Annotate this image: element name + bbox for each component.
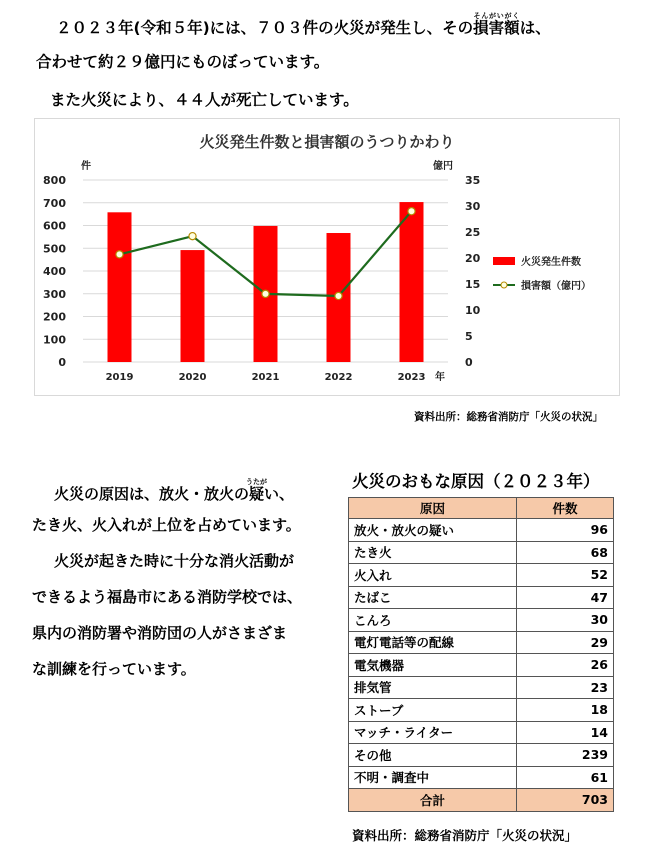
right-tick-label: 25: [465, 226, 481, 239]
cause-cell: 電気機器: [349, 654, 517, 677]
header-count: 件数: [517, 498, 614, 519]
cause-cell: その他: [349, 744, 517, 767]
table-row: [349, 699, 614, 722]
ruby-songaigaku: [473, 12, 520, 37]
chart-title: 火災発生件数と損害額のうつりかわり: [199, 133, 455, 151]
right-tick-label: 30: [465, 200, 481, 213]
header-cause: 原因: [349, 498, 517, 519]
table-row: [349, 766, 614, 789]
x-tick-label: 2019: [105, 372, 134, 383]
count-cell: 96: [517, 519, 614, 542]
causes-table: [348, 497, 614, 812]
ruby-reading: うたが: [246, 478, 268, 486]
right-tick-label: 35: [465, 174, 481, 187]
x-tick-label: 2020: [178, 372, 207, 383]
left-tick-label: 800: [43, 174, 66, 187]
table-row: [349, 541, 614, 564]
right-tick-label: 5: [465, 330, 473, 343]
table-source: 資料出所：総務省消防庁「火災の状況」: [352, 828, 578, 843]
x-tick-label: 2023: [397, 372, 426, 383]
right-axis-label: 億円: [433, 161, 453, 172]
line-point: [189, 233, 196, 240]
cause-cell: ストーブ: [349, 699, 517, 722]
left-tick-label: 500: [43, 242, 66, 256]
x-tick-label: 2021: [251, 372, 280, 383]
causes-line-1-tail: い、: [264, 485, 295, 503]
intro-line-1: [56, 12, 551, 38]
count-cell: 239: [517, 744, 614, 767]
bar-fire-count: [181, 250, 205, 362]
intro-line-1-text: ２０２３年(令和５年)には、７０３件の火災が発生し、その: [56, 19, 474, 37]
cause-cell: たき火: [349, 541, 517, 564]
left-tick-label: 400: [43, 265, 66, 278]
bar-fire-count: [108, 212, 132, 362]
x-tick-label: 2022: [324, 372, 353, 383]
left-tick-label: 0: [58, 356, 66, 369]
left-tick-label: 600: [43, 219, 66, 233]
total-row: [349, 789, 614, 812]
ruby-utagai: [246, 478, 268, 503]
count-cell: 68: [517, 541, 614, 564]
cause-cell: マッチ・ライター: [349, 721, 517, 744]
table-body: [349, 519, 614, 812]
line-point: [335, 292, 342, 299]
fire-chart: [34, 118, 620, 396]
x-axis-unit: 年: [435, 372, 445, 383]
table-row: [349, 564, 614, 587]
causes-line-1: [54, 478, 294, 504]
table-row: [349, 676, 614, 699]
causes-line-6: な訓練を行っています。: [32, 660, 196, 678]
line-point: [116, 251, 123, 258]
table-row: [349, 609, 614, 632]
intro-line-2: 合わせて約２９億円にものぼっています。: [36, 53, 330, 71]
left-tick-label: 700: [43, 196, 66, 210]
legend-line-label: 損害額（億円）: [521, 281, 591, 292]
legend-line-marker: [501, 282, 507, 288]
cause-cell: 放火・放火の疑い: [349, 519, 517, 542]
count-cell: 14: [517, 721, 614, 744]
causes-line-5: 県内の消防署や消防団の人がさまざま: [32, 624, 288, 642]
count-cell: 52: [517, 564, 614, 587]
ruby-base: 損害額: [473, 19, 520, 37]
line-point: [262, 290, 269, 297]
table-row: [349, 586, 614, 609]
right-tick-label: 0: [465, 356, 473, 369]
legend-bar-label: 火災発生件数: [521, 257, 581, 268]
cause-cell: 不明・調査中: [349, 766, 517, 789]
table-row: [349, 721, 614, 744]
causes-line-2: たき火、火入れが上位を占めています。: [32, 516, 301, 534]
count-cell: 23: [517, 676, 614, 699]
chart-source: 資料出所：総務省消防庁「火災の状況」: [414, 411, 603, 423]
cause-cell: 排気管: [349, 676, 517, 699]
cause-cell: たばこ: [349, 586, 517, 609]
left-tick-label: 300: [43, 287, 66, 301]
chart-svg: [35, 119, 619, 395]
ruby-base: 疑: [246, 485, 268, 503]
count-cell: 26: [517, 654, 614, 677]
causes-line-1-text: 火災の原因は、放火・放火の: [54, 485, 250, 503]
table-row: [349, 744, 614, 767]
left-tick-label: 200: [43, 310, 66, 324]
table-row: [349, 631, 614, 654]
line-point: [408, 208, 415, 215]
intro-line-3: また火災により、４４人が死亡しています。: [50, 91, 359, 109]
right-tick-label: 15: [465, 278, 481, 291]
total-label: 合計: [349, 789, 517, 812]
cause-cell: 電灯電話等の配線: [349, 631, 517, 654]
right-tick-label: 20: [465, 252, 481, 265]
legend-bar-swatch: [493, 257, 515, 265]
count-cell: 29: [517, 631, 614, 654]
cause-cell: 火入れ: [349, 564, 517, 587]
left-axis-label: 件: [81, 161, 91, 172]
table-row: [349, 654, 614, 677]
table-header-row: [349, 498, 614, 519]
intro-line-1-tail: は、: [519, 19, 551, 37]
table-title: 火災のおもな原因（２０２３年）: [352, 472, 600, 491]
right-tick-label: 10: [465, 304, 481, 317]
causes-line-3: 火災が起きた時に十分な消火活動が: [54, 552, 295, 570]
cause-cell: こんろ: [349, 609, 517, 632]
count-cell: 18: [517, 699, 614, 722]
total-value: 703: [517, 789, 614, 812]
count-cell: 61: [517, 766, 614, 789]
count-cell: 47: [517, 586, 614, 609]
table-row: [349, 519, 614, 542]
ruby-reading: そんがいがく: [473, 12, 520, 20]
count-cell: 30: [517, 609, 614, 632]
left-tick-label: 100: [43, 333, 66, 347]
causes-line-4: できるよう福島市にある消防学校では、: [32, 588, 303, 606]
bar-fire-count: [400, 202, 424, 362]
